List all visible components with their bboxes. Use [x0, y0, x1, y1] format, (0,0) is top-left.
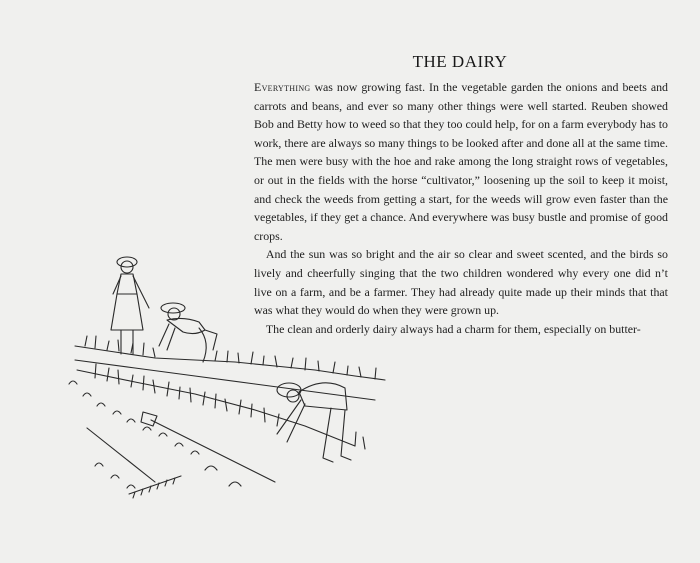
children-weeding-drawing [55, 250, 395, 520]
paragraph-lead-word: Everything [254, 80, 311, 94]
paragraph-text: The clean and orderly dairy always had a charm for them, especially on butter- [265, 321, 641, 336]
hoe-drawing [141, 412, 275, 482]
boy-figure [159, 303, 217, 362]
vegetable-rows [75, 336, 385, 449]
garden-illustration [55, 250, 395, 520]
chapter-title: THE DAIRY [412, 52, 508, 71]
girl-figure [111, 257, 149, 354]
paragraph-1 [254, 78, 668, 245]
paragraph-text: And the sun was so bright and the air so clear and sweet scented, and the birds so lively and cheerfully singing that the two children wondered why every one did n’t live on a farm, and be a farmer. They had already quite made up their minds that that was what they would do when they were grown up. [254, 247, 668, 318]
man-figure [277, 383, 351, 462]
paragraph-text: was now growing fast. In the vegetable garden the onions and beets and carrots and beans, and ever so many other things were well started. Reuben showed Bob and Betty how to weed so that they too could help, for on a farm everybody has to work, there are always so many things to be looked after and done all at the same time. The men were busy with the hoe and rake among the long straight rows of vegetables, or out in the fields with the horse “cultivator,” loosening up the soil to keep it moist, and check the weeds from getting a start, for the weeds will grow even faster than the vegetables, if they get a chance. And everywhere was busy bustle and promise of good crops. [254, 80, 668, 243]
